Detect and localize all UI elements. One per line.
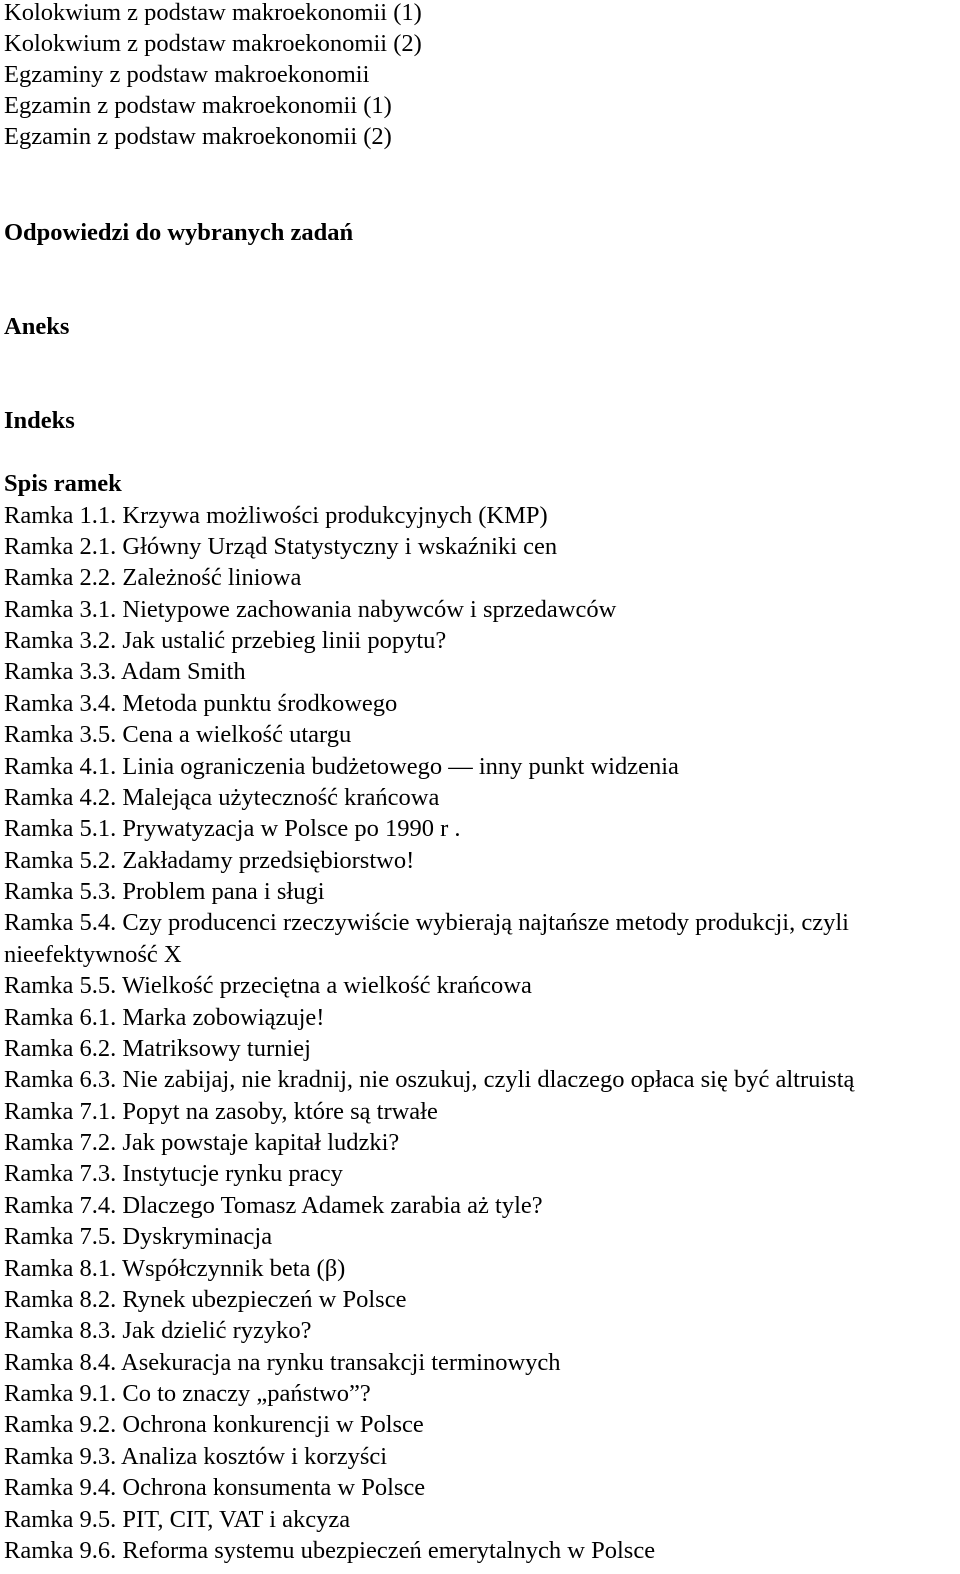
ramka-item: Ramka 8.3. Jak dzielić ryzyko?	[4, 1317, 312, 1344]
toc-entry-egzamin-1: Egzamin z podstaw makroekonomii (1)	[4, 92, 392, 119]
ramka-item: Ramka 5.1. Prywatyzacja w Polsce po 1990 r .	[4, 815, 461, 842]
ramka-item: Ramka 5.4. Czy producenci rzeczywiście wybierają najtańsze metody produkcji, czyli nieefektywność X	[4, 909, 849, 968]
ramka-item: Ramka 9.5. PIT, CIT, VAT i akcyza	[4, 1506, 351, 1533]
ramka-item: Ramka 7.1. Popyt na zasoby, które są trwałe	[4, 1098, 438, 1125]
ramka-item: Ramka 6.2. Matriksowy turniej	[4, 1035, 311, 1062]
ramka-item: Ramka 2.1. Główny Urząd Statystyczny i wskaźniki cen	[4, 533, 558, 560]
ramka-item: Ramka 3.4. Metoda punktu środkowego	[4, 690, 398, 717]
heading-indeks: Indeks	[4, 407, 75, 434]
toc-entry-egzamin-2: Egzamin z podstaw makroekonomii (2)	[4, 123, 392, 150]
ramka-item: Ramka 5.2. Zakładamy przedsiębiorstwo!	[4, 847, 415, 874]
ramka-item: Ramka 8.4. Asekuracja na rynku transakcji terminowych	[4, 1349, 561, 1376]
ramka-item: Ramka 9.1. Co to znaczy „państwo”?	[4, 1380, 371, 1407]
ramka-item: Ramka 4.2. Malejąca użyteczność krańcowa	[4, 784, 440, 811]
ramka-item: Ramka 6.1. Marka zobowiązuje!	[4, 1004, 325, 1031]
ramka-item: Ramka 1.1. Krzywa możliwości produkcyjnych (KMP)	[4, 502, 548, 529]
ramka-item: Ramka 9.3. Analiza kosztów i korzyści	[4, 1443, 388, 1470]
heading-aneks: Aneks	[4, 313, 70, 340]
toc-entry-kolokwium-2: Kolokwium z podstaw makroekonomii (2)	[4, 30, 422, 57]
ramka-item: Ramka 3.5. Cena a wielkość utargu	[4, 721, 352, 748]
ramka-item: Ramka 8.2. Rynek ubezpieczeń w Polsce	[4, 1286, 407, 1313]
ramka-item: Ramka 7.5. Dyskryminacja	[4, 1223, 273, 1250]
ramka-item: Ramka 2.2. Zależność liniowa	[4, 564, 302, 591]
ramka-item: Ramka 9.6. Reforma systemu ubezpieczeń emerytalnych w Polsce	[4, 1537, 656, 1564]
ramka-item: Ramka 5.5. Wielkość przeciętna a wielkość krańcowa	[4, 972, 532, 999]
ramka-item: Ramka 8.1. Współczynnik beta (β)	[4, 1255, 346, 1282]
ramka-item: Ramka 4.1. Linia ograniczenia budżetowego — inny punkt widzenia	[4, 753, 679, 780]
heading-spis-ramek: Spis ramek	[4, 470, 122, 497]
ramka-item: Ramka 7.2. Jak powstaje kapitał ludzki?	[4, 1129, 400, 1156]
ramka-item: Ramka 9.2. Ochrona konkurencji w Polsce	[4, 1411, 424, 1438]
ramka-item: Ramka 5.3. Problem pana i sługi	[4, 878, 325, 905]
ramka-item: Ramka 3.2. Jak ustalić przebieg linii popytu?	[4, 627, 447, 654]
ramka-item: Ramka 3.1. Nietypowe zachowania nabywców i sprzedawców	[4, 596, 617, 623]
ramka-item: Ramka 3.3. Adam Smith	[4, 658, 246, 685]
ramka-item: Ramka 6.3. Nie zabijaj, nie kradnij, nie oszukuj, czyli dlaczego opłaca się być altruistą	[4, 1066, 855, 1093]
ramka-item: Ramka 7.3. Instytucje rynku pracy	[4, 1160, 343, 1187]
ramka-item: Ramka 9.4. Ochrona konsumenta w Polsce	[4, 1474, 426, 1501]
ramka-item: Ramka 7.4. Dlaczego Tomasz Adamek zarabia aż tyle?	[4, 1192, 543, 1219]
toc-entry-kolokwium-1: Kolokwium z podstaw makroekonomii (1)	[4, 0, 422, 26]
toc-entry-egzaminy: Egzaminy z podstaw makroekonomii	[4, 61, 370, 88]
heading-odpowiedzi: Odpowiedzi do wybranych zadań	[4, 219, 354, 246]
